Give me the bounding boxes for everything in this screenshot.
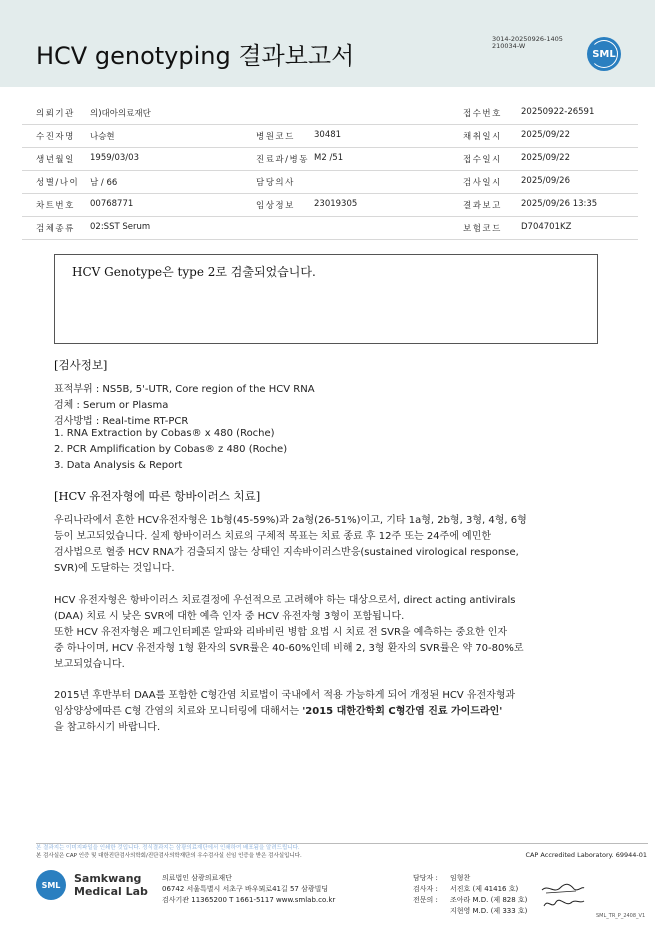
info-label: 성별/나이 xyxy=(36,178,80,188)
info-row xyxy=(22,193,638,217)
info-value: 20250922-26591 xyxy=(521,107,595,117)
cap-accreditation: CAP Accredited Laboratory. 69944-01 xyxy=(525,851,647,859)
info-value: 의)대아의료재단 xyxy=(90,109,151,119)
info-row xyxy=(22,124,638,148)
antiviral-para2-line: 또한 HCV 유전자형은 페그인터페론 알파와 리바비린 병합 요법 시 치료 전 SVR을 예측하는 중요한 인자 xyxy=(54,627,508,638)
signatures xyxy=(540,880,586,912)
info-row xyxy=(22,101,638,125)
antiviral-para1-line: 등이 보고되었습니다. 실제 항바이러스 치료의 구체적 목표는 치료 종료 후 12주 또는 24주에 예민한 xyxy=(54,531,492,542)
test-info-line: 3. Data Analysis & Report xyxy=(54,460,183,471)
info-value: 00768771 xyxy=(90,199,134,209)
info-row xyxy=(22,147,638,171)
info-label: 차트번호 xyxy=(36,201,75,211)
footer-divider xyxy=(36,843,648,844)
info-value: 1959/03/03 xyxy=(90,153,139,163)
result-box xyxy=(54,254,598,344)
test-info-line: 2. PCR Amplification by Cobas® z 480 (Roche) xyxy=(54,444,288,455)
logo-name-line2: Medical Lab xyxy=(74,885,148,898)
info-label: 병원코드 xyxy=(256,132,295,142)
antiviral-para3-text: 임상양상에따른 C형 간염의 치료와 모니터링에 대해서는 xyxy=(54,706,303,717)
info-label: 임상정보 xyxy=(256,201,295,211)
antiviral-para2-line: HCV 유전자형은 항바이러스 치료결정에 우선적으로 고려해야 하는 대상으로서, direct acting antivirals xyxy=(54,595,516,606)
info-value: 02:SST Serum xyxy=(90,222,151,232)
info-label: 생년월일 xyxy=(36,155,75,165)
samkwang-logo-mark: SML xyxy=(36,870,66,900)
antiviral-para2-line: (DAA) 치료 시 낮은 SVR에 대한 예측 인자 중 HCV 유전자형 3형이 포함됩니다. xyxy=(54,611,405,622)
antiviral-para3-line xyxy=(54,702,502,717)
info-label: 진료과/병동 xyxy=(256,155,309,165)
sml-logo-text: SML xyxy=(592,48,616,60)
info-label: 검사일시 xyxy=(463,178,502,188)
staff-name: 임형찬 xyxy=(450,874,471,882)
sml-logo xyxy=(587,37,621,71)
antiviral-para1-line: SVR)에 도달하는 것입니다. xyxy=(54,563,175,574)
info-value: D704701KZ xyxy=(521,222,572,232)
info-value: 남 / 66 xyxy=(90,178,118,188)
document-id-line2: 210034-W xyxy=(492,42,526,50)
organization-contact: 검사기관 11365200 T 1661-5117 www.smlab.co.kr xyxy=(162,896,336,904)
staff-role: 담당자 : xyxy=(413,874,438,882)
info-value: 나승현 xyxy=(90,132,115,142)
print-notice: 본 결과지는 이미지파일을 인쇄한 것입니다. 정식결과지는 삼광의료재단에서 인쇄하여 배포됨을 알려드립니다. xyxy=(36,845,300,851)
report-header xyxy=(0,0,655,87)
antiviral-para3-line: 2015년 후반부터 DAA를 포함한 C형간염 치료법이 국내에서 적용 가능하게 되어 개정된 HCV 유전자형과 xyxy=(54,690,516,701)
staff-name: 조아라 M.D. (제 828 호) xyxy=(450,896,528,904)
info-label: 접수일시 xyxy=(463,155,502,165)
guideline-reference: '2015 대한간학회 C형간염 진료 가이드라인' xyxy=(302,706,503,717)
staff-name: 서진호 (제 41416 호) xyxy=(450,885,519,893)
antiviral-para1-line: 검사법으로 혈중 HCV RNA가 검출되지 않는 상태인 지속바이러스반응(sustained virological response, xyxy=(54,547,519,558)
accreditation-notice: 본 검사실은 CAP 인증 및 대한진단검사의학회/진단검사의학재단의 우수검사실 신임 인증을 받은 검사실입니다. xyxy=(36,853,302,859)
form-code: SML_TR_P_2408_V1 xyxy=(596,913,646,919)
info-value: 2025/09/22 xyxy=(521,130,570,140)
info-label: 수진자명 xyxy=(36,132,75,142)
info-label: 보험코드 xyxy=(463,224,502,234)
info-label: 결과보고 xyxy=(463,201,502,211)
test-info-line: 표적부위 : NS5B, 5'-UTR, Core region of the HCV RNA xyxy=(54,384,315,395)
info-value: 23019305 xyxy=(314,199,358,209)
test-info-line: 검사방법 : Real-time RT-PCR xyxy=(54,416,189,427)
info-value: M2 /51 xyxy=(314,153,344,163)
staff-role: 전문의 : xyxy=(413,896,438,904)
info-value: 2025/09/26 13:35 xyxy=(521,199,598,209)
test-info-heading: [검사정보] xyxy=(54,358,108,372)
info-label: 접수번호 xyxy=(463,109,502,119)
info-label: 담당의사 xyxy=(256,178,295,188)
test-info-line: 1. RNA Extraction by Cobas® x 480 (Roche) xyxy=(54,428,275,439)
info-label: 검체종류 xyxy=(36,224,75,234)
antiviral-para3-line: 을 참고하시기 바랍니다. xyxy=(54,722,161,733)
document-id xyxy=(492,36,563,50)
antiviral-para2-line: 중 하나이며, HCV 유전자형 1형 환자의 SVR률은 40-60%인데 비해 2, 3형 환자의 SVR률은 약 70-80%로 xyxy=(54,643,524,654)
document-id-line1: 3014-20250926-1405 xyxy=(492,35,563,43)
staff-role: 검사자 : xyxy=(413,885,438,893)
logo-name-line1: Samkwang xyxy=(74,872,142,885)
organization-name: 의료법인 삼광의료재단 xyxy=(162,874,232,882)
test-info-line: 검체 : Serum or Plasma xyxy=(54,400,169,411)
info-row xyxy=(22,170,638,194)
organization-address: 06742 서울특별시 서초구 바우뫼로41길 57 삼광빌딩 xyxy=(162,885,329,893)
info-row xyxy=(22,216,638,240)
info-value: 2025/09/26 xyxy=(521,176,570,186)
info-value: 30481 xyxy=(314,130,342,140)
antiviral-para2-line: 보고되었습니다. xyxy=(54,659,125,670)
staff-name: 지현영 M.D. (제 333 호) xyxy=(450,907,528,915)
info-value: 2025/09/22 xyxy=(521,153,570,163)
antiviral-heading: [HCV 유전자형에 따른 항바이러스 치료] xyxy=(54,489,261,503)
report-title: HCV genotyping 결과보고서 xyxy=(36,42,355,70)
info-label: 의뢰기관 xyxy=(36,109,75,119)
result-text: HCV Genotype은 type 2로 검출되었습니다. xyxy=(72,265,316,279)
antiviral-para1-line: 우리나라에서 흔한 HCV유전자형은 1b형(45-59%)과 2a형(26-51%)이고, 기타 1a형, 2b형, 3형, 4형, 6형 xyxy=(54,515,527,526)
samkwang-logo-name xyxy=(74,872,148,898)
info-label: 채취일시 xyxy=(463,132,502,142)
